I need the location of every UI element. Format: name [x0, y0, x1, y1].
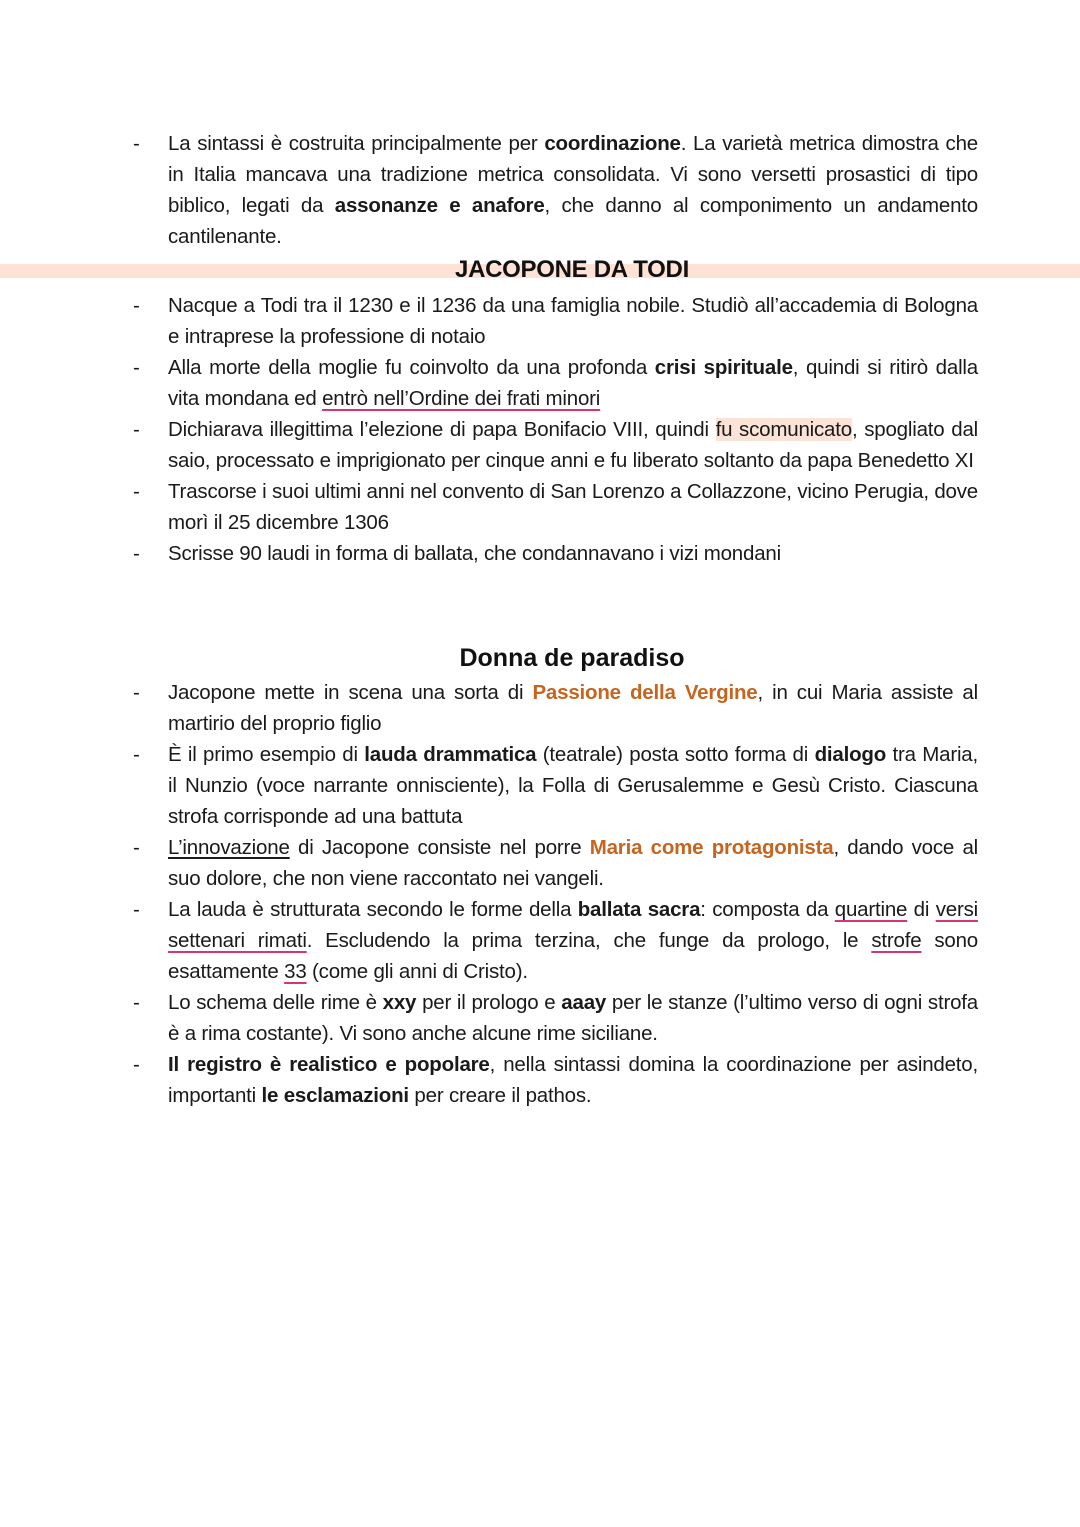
jacopone-bullet-list — [133, 290, 978, 569]
intro-bullet-list — [133, 128, 978, 252]
bullet-nascita — [133, 290, 978, 352]
dash-marker: - — [133, 356, 140, 379]
bold-term-ballata-sacra: ballata sacra — [577, 898, 701, 921]
text-run: per le stanze (l’ultimo verso di ogni strofa è a rima costante). Vi sono anche alcune rime siciliane. — [168, 991, 978, 1045]
text-run: Jacopone mette in scena una sorta di — [168, 681, 533, 704]
dash-marker: - — [133, 743, 140, 766]
text-run: (come gli anni di Cristo). — [306, 960, 528, 983]
highlighted-scomunicato: fu scomunicato — [715, 418, 852, 441]
bold-term-dialogo: dialogo — [814, 743, 887, 766]
dash-marker: - — [133, 681, 140, 704]
bold-term-assonanze: assonanze e anafore — [334, 194, 545, 217]
text-run: È il primo esempio di — [168, 743, 365, 766]
text-run: : composta da — [700, 898, 835, 921]
bullet-laudi — [133, 538, 978, 569]
underlined-innovazione: L’innovazione — [168, 836, 290, 859]
bullet-crisi — [133, 352, 978, 414]
bullet-innovazione — [133, 832, 978, 894]
text-run: sono esattamente — [168, 929, 978, 983]
text-run: Lo schema delle rime è — [168, 991, 383, 1014]
text-run: di Jacopone consiste nel porre — [289, 836, 590, 859]
bold-term-xxy: xxy — [382, 991, 417, 1014]
bold-term-lauda: lauda drammatica — [364, 743, 537, 766]
accent-passione-vergine: Passione della Vergine — [532, 681, 758, 704]
bullet-text: Trascorse i suoi ultimi anni nel convento di San Lorenzo a Collazzone, vicino Perugia, dove morì il 25 dicembre 1306 — [168, 480, 978, 534]
bullet-scomunica — [133, 414, 978, 476]
dash-marker: - — [133, 132, 140, 155]
text-run: Alla morte della moglie fu coinvolto da una profonda — [168, 356, 655, 379]
underlined-33: 33 — [284, 960, 307, 983]
bullet-text — [168, 991, 978, 1045]
bullet-text — [168, 898, 978, 983]
text-run: di — [907, 898, 936, 921]
bullet-morte — [133, 476, 978, 538]
text-run: , in cui Maria assiste al martirio del proprio figlio — [168, 681, 978, 735]
bullet-text — [168, 356, 978, 410]
bullet-text — [168, 836, 978, 890]
bullet-text — [168, 1053, 978, 1107]
bullet-rime — [133, 987, 978, 1049]
dash-marker: - — [133, 1053, 140, 1076]
text-run: Dichiarava illegittima l’elezione di papa Bonifacio VIII, quindi — [168, 418, 716, 441]
text-run: La lauda è strutturata secondo le forme della — [168, 898, 578, 921]
text-run: , nella sintassi domina la coordinazione per asindeto, importanti — [168, 1053, 978, 1107]
donna-bullet-list — [133, 677, 978, 1111]
bullet-lauda-drammatica — [133, 739, 978, 832]
text-run: , che danno al componimento un andamento cantilenante. — [168, 194, 978, 248]
text-run: . La varietà metrica dimostra che in Italia mancava una tradizione metrica consolidata. Vi sono versetti prosastici di tipo biblico, legati da — [168, 132, 978, 217]
bullet-text: Nacque a Todi tra il 1230 e il 1236 da una famiglia nobile. Studiò all’accademia di Bologna e intraprese la professione di notaio — [168, 294, 978, 348]
section-heading-jacopone: JACOPONE DA TODI — [455, 256, 689, 283]
dash-marker: - — [133, 418, 140, 441]
text-run: per il prologo e — [416, 991, 562, 1014]
dash-marker: - — [133, 991, 140, 1014]
text-run: La sintassi è costruita principalmente per — [168, 132, 545, 155]
dash-marker: - — [133, 480, 140, 503]
bullet-text — [168, 418, 978, 472]
bullet-registro — [133, 1049, 978, 1111]
underlined-quartine: quartine — [834, 898, 908, 921]
text-run: per creare il pathos. — [408, 1084, 592, 1107]
dash-marker: - — [133, 294, 140, 317]
text-run: . Escludendo la prima terzina, che funge da prologo, le — [306, 929, 872, 952]
bold-term-aaay: aaay — [561, 991, 607, 1014]
dash-marker: - — [133, 898, 140, 921]
underlined-ordine: entrò nell’Ordine dei frati minori — [322, 387, 601, 410]
dash-marker: - — [133, 542, 140, 565]
dash-marker: - — [133, 836, 140, 859]
text-run: , quindi si ritirò dalla vita mondana ed — [168, 356, 978, 410]
bullet-passione — [133, 677, 978, 739]
bold-term-esclamazioni: le esclamazioni — [261, 1084, 409, 1107]
bullet-text: Scrisse 90 laudi in forma di ballata, che condannavano i vizi mondani — [168, 542, 781, 565]
bullet-struttura — [133, 894, 978, 987]
text-run: , dando voce al suo dolore, che non viene raccontato nei vangeli. — [168, 836, 979, 890]
bullet-sintassi — [133, 128, 978, 252]
accent-maria-protagonista: Maria come protagonista — [589, 836, 834, 859]
bullet-text — [168, 132, 978, 248]
bold-term-crisi: crisi spirituale — [654, 356, 793, 379]
bold-term-coordinazione: coordinazione — [544, 132, 681, 155]
text-run: (teatrale) posta sotto forma di — [536, 743, 815, 766]
bullet-text — [168, 681, 978, 735]
underlined-settenari: versi settenari rimati — [168, 898, 978, 952]
text-run: tra Maria, il Nunzio (voce narrante onnisciente), la Folla di Gerusalemme e Gesù Cristo. Ciascuna strofa corrisponde ad una battuta — [168, 743, 979, 828]
bullet-text — [168, 743, 978, 828]
section-heading-donna-de-paradiso: Donna de paradiso — [459, 644, 685, 672]
underlined-strofe: strofe — [871, 929, 922, 952]
text-run: , spogliato dal saio, processato e imprigionato per cinque anni e fu liberato soltanto da papa Benedetto XI — [168, 418, 979, 472]
bold-term-registro: Il registro è realistico e popolare — [168, 1053, 490, 1076]
